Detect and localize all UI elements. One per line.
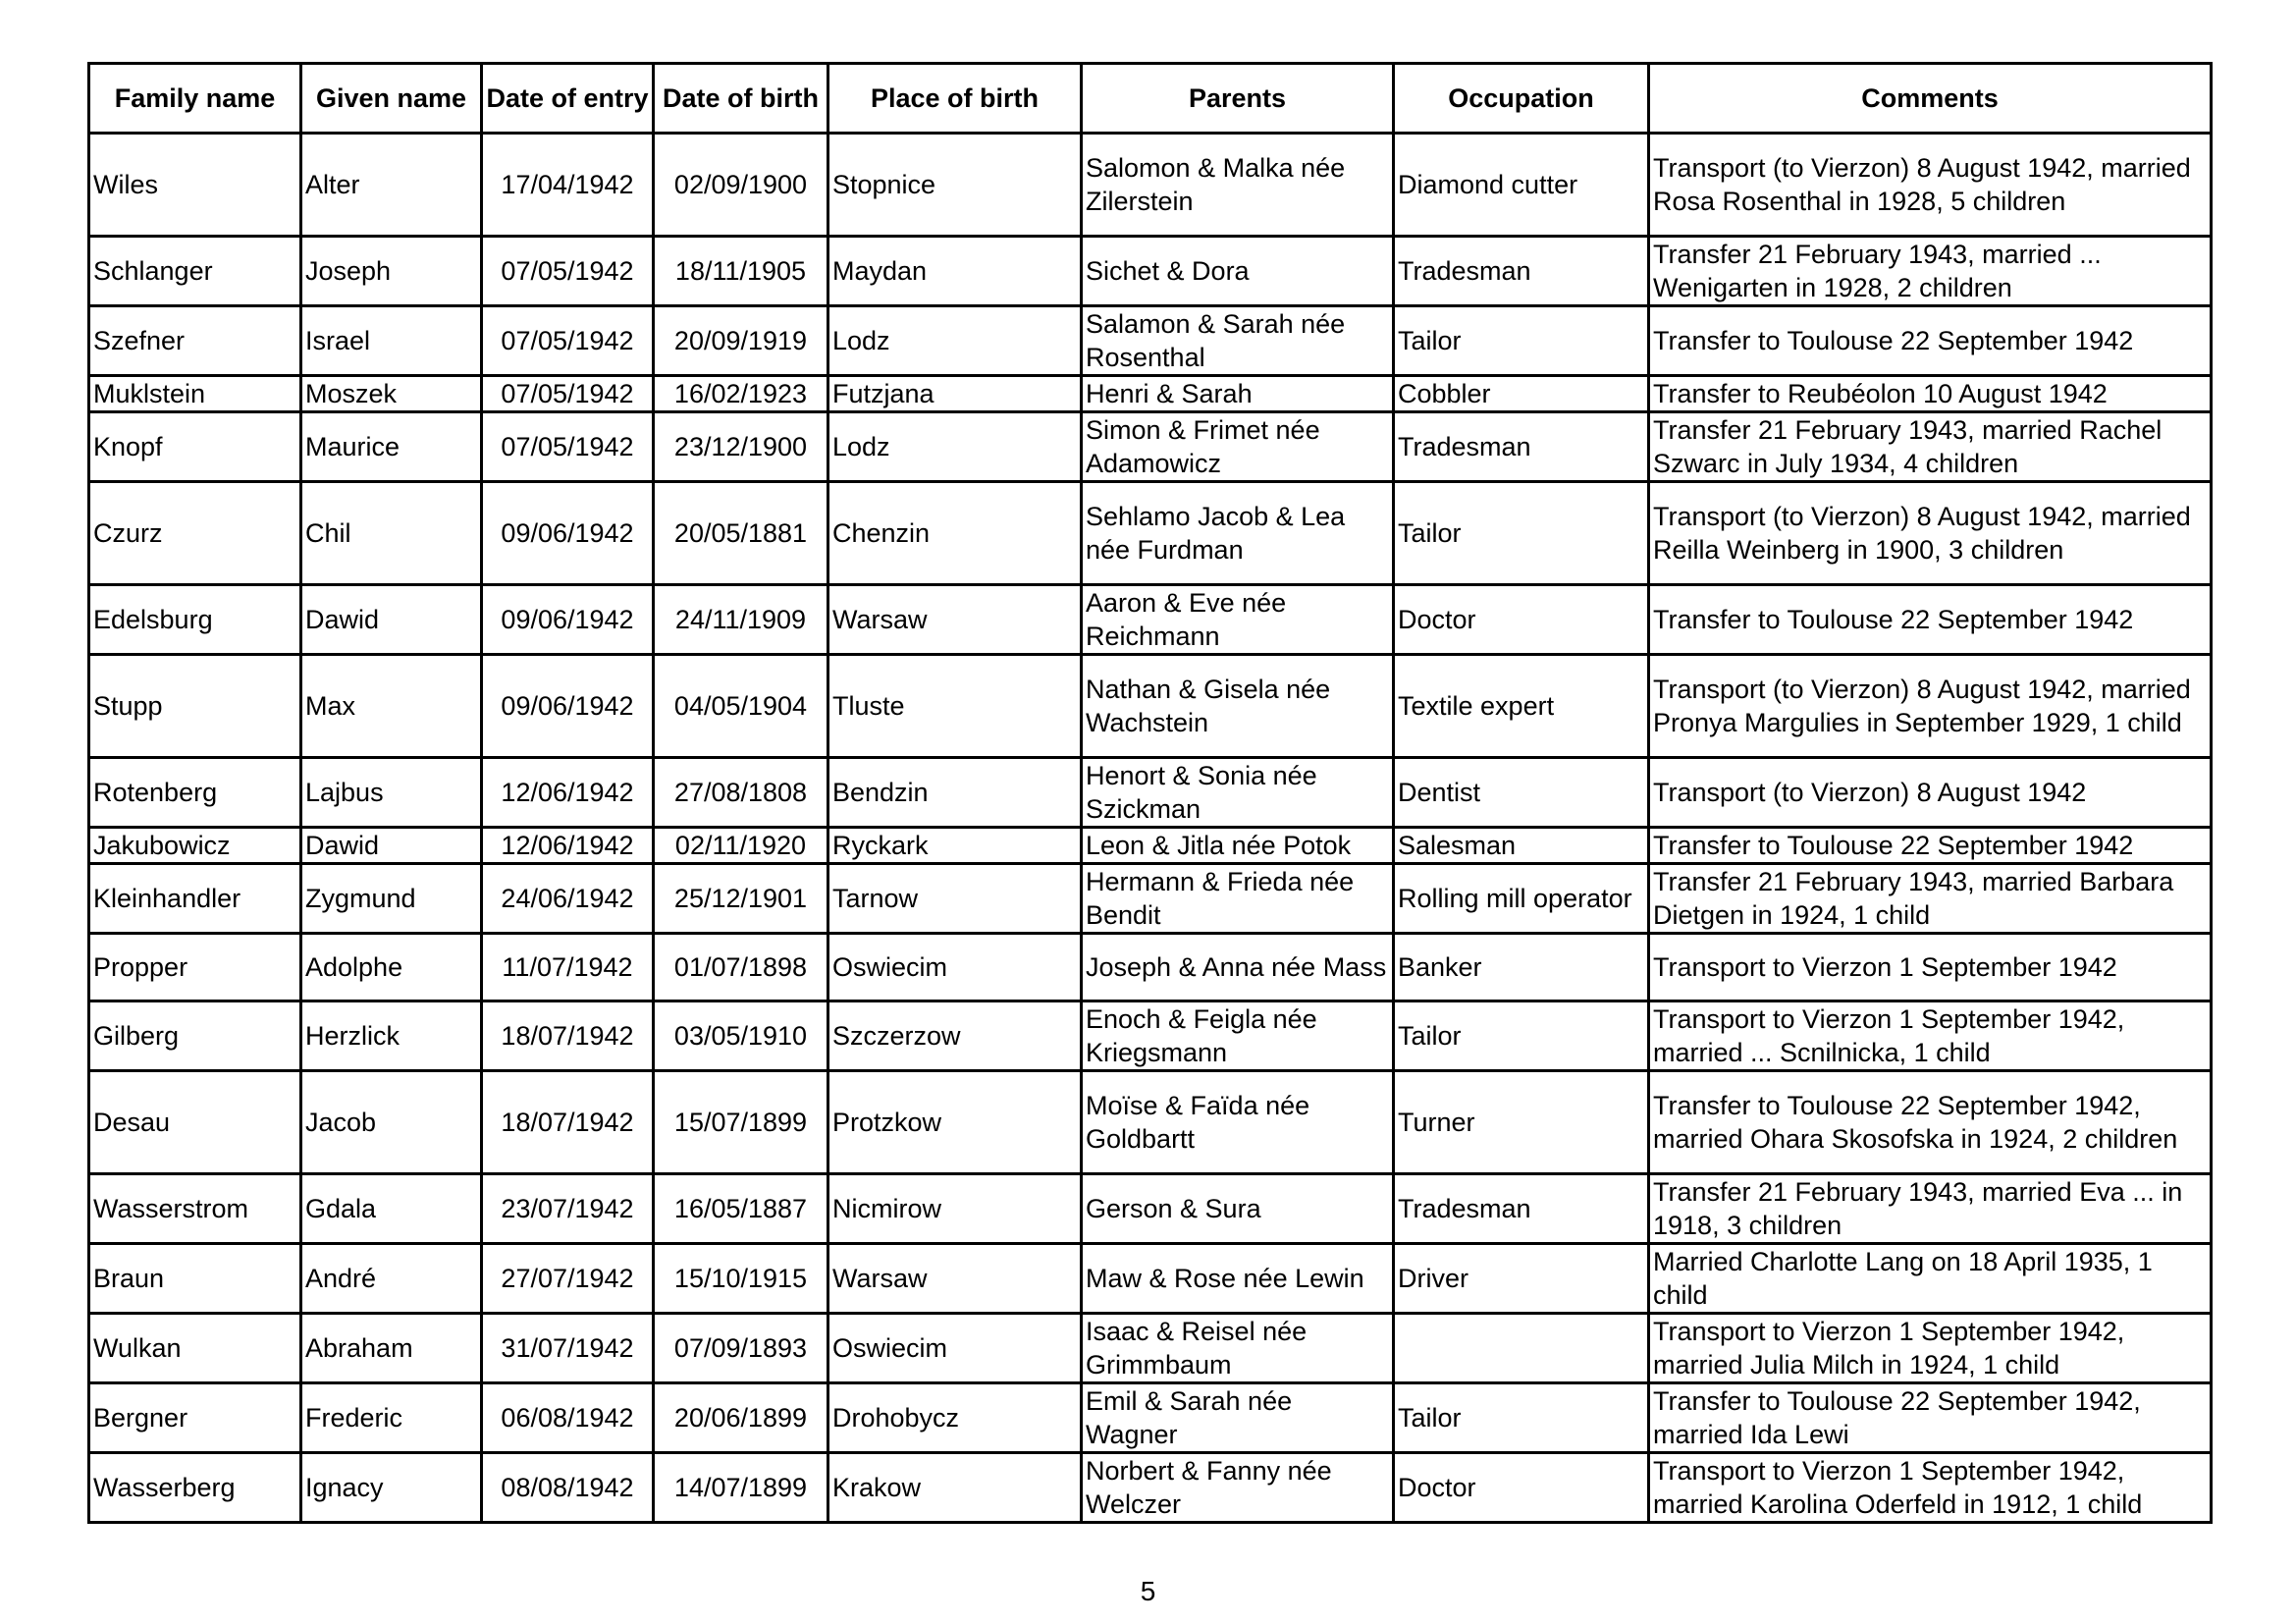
- cell-given-name: Adolphe: [301, 934, 482, 1001]
- cell-occupation: Banker: [1394, 934, 1649, 1001]
- cell-date-of-entry: 23/07/1942: [482, 1174, 654, 1244]
- cell-family-name: Knopf: [89, 412, 301, 482]
- table-row: [89, 655, 2212, 758]
- cell-date-of-birth: 25/12/1901: [654, 864, 828, 934]
- cell-comments: Transport to Vierzon 1 September 1942, married Karolina Oderfeld in 1912, 1 child: [1649, 1453, 2212, 1523]
- cell-date-of-birth: 20/06/1899: [654, 1383, 828, 1453]
- cell-comments: Transport (to Vierzon) 8 August 1942, married Reilla Weinberg in 1900, 3 children: [1649, 482, 2212, 585]
- table-row: [89, 306, 2212, 376]
- cell-date-of-entry: 09/06/1942: [482, 482, 654, 585]
- cell-parents: Maw & Rose née Lewin: [1082, 1244, 1394, 1314]
- cell-occupation: Tradesman: [1394, 237, 1649, 306]
- cell-place-of-birth: Chenzin: [828, 482, 1082, 585]
- cell-occupation: Rolling mill operator: [1394, 864, 1649, 934]
- cell-comments: Transfer 21 February 1943, married Rachel Szwarc in July 1934, 4 children: [1649, 412, 2212, 482]
- cell-comments: Transfer 21 February 1943, married Barbara Dietgen in 1924, 1 child: [1649, 864, 2212, 934]
- cell-date-of-entry: 24/06/1942: [482, 864, 654, 934]
- header-occupation: Occupation: [1394, 64, 1649, 134]
- cell-place-of-birth: Drohobycz: [828, 1383, 1082, 1453]
- cell-place-of-birth: Ryckark: [828, 828, 1082, 864]
- cell-given-name: Alter: [301, 134, 482, 237]
- cell-parents: Joseph & Anna née Mass: [1082, 934, 1394, 1001]
- register-body: [89, 134, 2212, 1523]
- header-row: [89, 64, 2212, 134]
- cell-family-name: Gilberg: [89, 1001, 301, 1071]
- cell-date-of-birth: 03/05/1910: [654, 1001, 828, 1071]
- cell-family-name: Wasserstrom: [89, 1174, 301, 1244]
- table-row: [89, 1001, 2212, 1071]
- cell-occupation: Diamond cutter: [1394, 134, 1649, 237]
- cell-date-of-entry: 09/06/1942: [482, 655, 654, 758]
- table-row: [89, 585, 2212, 655]
- cell-place-of-birth: Oswiecim: [828, 1314, 1082, 1383]
- cell-family-name: Wiles: [89, 134, 301, 237]
- cell-date-of-entry: 18/07/1942: [482, 1071, 654, 1174]
- cell-date-of-birth: 02/09/1900: [654, 134, 828, 237]
- cell-family-name: Wasserberg: [89, 1453, 301, 1523]
- cell-date-of-entry: 09/06/1942: [482, 585, 654, 655]
- cell-date-of-entry: 07/05/1942: [482, 306, 654, 376]
- cell-parents: Sehlamo Jacob & Lea née Furdman: [1082, 482, 1394, 585]
- cell-parents: Salamon & Sarah née Rosenthal: [1082, 306, 1394, 376]
- cell-occupation: Tradesman: [1394, 412, 1649, 482]
- cell-comments: Transfer to Reubéolon 10 August 1942: [1649, 376, 2212, 412]
- cell-date-of-entry: 07/05/1942: [482, 412, 654, 482]
- table-row: [89, 758, 2212, 828]
- cell-place-of-birth: Warsaw: [828, 585, 1082, 655]
- cell-place-of-birth: Stopnice: [828, 134, 1082, 237]
- cell-occupation: Driver: [1394, 1244, 1649, 1314]
- header-comments: Comments: [1649, 64, 2212, 134]
- cell-parents: Leon & Jitla née Potok: [1082, 828, 1394, 864]
- cell-comments: Transport to Vierzon 1 September 1942: [1649, 934, 2212, 1001]
- cell-given-name: Lajbus: [301, 758, 482, 828]
- cell-place-of-birth: Tluste: [828, 655, 1082, 758]
- table-row: [89, 1383, 2212, 1453]
- cell-date-of-entry: 08/08/1942: [482, 1453, 654, 1523]
- cell-given-name: Jacob: [301, 1071, 482, 1174]
- cell-date-of-entry: 07/05/1942: [482, 376, 654, 412]
- header-place-of-birth: Place of birth: [828, 64, 1082, 134]
- cell-occupation: Tailor: [1394, 482, 1649, 585]
- cell-parents: Enoch & Feigla née Kriegsmann: [1082, 1001, 1394, 1071]
- cell-date-of-birth: 23/12/1900: [654, 412, 828, 482]
- table-row: [89, 1453, 2212, 1523]
- cell-occupation: Turner: [1394, 1071, 1649, 1174]
- cell-place-of-birth: Maydan: [828, 237, 1082, 306]
- cell-given-name: Maurice: [301, 412, 482, 482]
- cell-parents: Hermann & Frieda née Bendit: [1082, 864, 1394, 934]
- cell-given-name: Joseph: [301, 237, 482, 306]
- cell-family-name: Braun: [89, 1244, 301, 1314]
- cell-place-of-birth: Bendzin: [828, 758, 1082, 828]
- cell-given-name: Chil: [301, 482, 482, 585]
- cell-family-name: Bergner: [89, 1383, 301, 1453]
- cell-parents: Gerson & Sura: [1082, 1174, 1394, 1244]
- cell-parents: Moïse & Faïda née Goldbartt: [1082, 1071, 1394, 1174]
- cell-occupation: Dentist: [1394, 758, 1649, 828]
- table-row: [89, 828, 2212, 864]
- cell-given-name: Gdala: [301, 1174, 482, 1244]
- cell-place-of-birth: Protzkow: [828, 1071, 1082, 1174]
- cell-given-name: Ignacy: [301, 1453, 482, 1523]
- cell-date-of-entry: 12/06/1942: [482, 828, 654, 864]
- table-row: [89, 412, 2212, 482]
- cell-date-of-birth: 20/05/1881: [654, 482, 828, 585]
- cell-comments: Transfer to Toulouse 22 September 1942: [1649, 306, 2212, 376]
- cell-given-name: Herzlick: [301, 1001, 482, 1071]
- cell-occupation: Tradesman: [1394, 1174, 1649, 1244]
- cell-given-name: André: [301, 1244, 482, 1314]
- cell-occupation: Tailor: [1394, 306, 1649, 376]
- cell-comments: Transport (to Vierzon) 8 August 1942, married Pronya Margulies in September 1929, 1 child: [1649, 655, 2212, 758]
- cell-comments: Transfer to Toulouse 22 September 1942: [1649, 585, 2212, 655]
- cell-place-of-birth: Lodz: [828, 306, 1082, 376]
- cell-parents: Norbert & Fanny née Welczer: [1082, 1453, 1394, 1523]
- cell-comments: Transport (to Vierzon) 8 August 1942, married Rosa Rosenthal in 1928, 5 children: [1649, 134, 2212, 237]
- cell-family-name: Propper: [89, 934, 301, 1001]
- cell-date-of-birth: 16/05/1887: [654, 1174, 828, 1244]
- cell-occupation: Doctor: [1394, 585, 1649, 655]
- cell-date-of-entry: 12/06/1942: [482, 758, 654, 828]
- cell-parents: Salomon & Malka née Zilerstein: [1082, 134, 1394, 237]
- cell-family-name: Muklstein: [89, 376, 301, 412]
- cell-date-of-entry: 07/05/1942: [482, 237, 654, 306]
- cell-date-of-birth: 15/07/1899: [654, 1071, 828, 1174]
- cell-given-name: Moszek: [301, 376, 482, 412]
- cell-comments: Transport (to Vierzon) 8 August 1942: [1649, 758, 2212, 828]
- cell-occupation: Cobbler: [1394, 376, 1649, 412]
- cell-occupation: Tailor: [1394, 1383, 1649, 1453]
- cell-given-name: Frederic: [301, 1383, 482, 1453]
- cell-date-of-birth: 16/02/1923: [654, 376, 828, 412]
- cell-given-name: Max: [301, 655, 482, 758]
- cell-date-of-birth: 07/09/1893: [654, 1314, 828, 1383]
- table-row: [89, 1174, 2212, 1244]
- cell-place-of-birth: Szczerzow: [828, 1001, 1082, 1071]
- cell-comments: Transport to Vierzon 1 September 1942, married Julia Milch in 1924, 1 child: [1649, 1314, 2212, 1383]
- cell-family-name: Wulkan: [89, 1314, 301, 1383]
- table-row: [89, 1244, 2212, 1314]
- cell-date-of-birth: 04/05/1904: [654, 655, 828, 758]
- cell-place-of-birth: Tarnow: [828, 864, 1082, 934]
- cell-family-name: Stupp: [89, 655, 301, 758]
- cell-place-of-birth: Lodz: [828, 412, 1082, 482]
- cell-date-of-birth: 15/10/1915: [654, 1244, 828, 1314]
- cell-family-name: Jakubowicz: [89, 828, 301, 864]
- cell-date-of-birth: 02/11/1920: [654, 828, 828, 864]
- cell-date-of-entry: 17/04/1942: [482, 134, 654, 237]
- cell-parents: Henort & Sonia née Szickman: [1082, 758, 1394, 828]
- cell-date-of-entry: 11/07/1942: [482, 934, 654, 1001]
- table-row: [89, 1314, 2212, 1383]
- cell-parents: Emil & Sarah née Wagner: [1082, 1383, 1394, 1453]
- cell-given-name: Dawid: [301, 585, 482, 655]
- cell-parents: Aaron & Eve née Reichmann: [1082, 585, 1394, 655]
- cell-place-of-birth: Krakow: [828, 1453, 1082, 1523]
- table-row: [89, 482, 2212, 585]
- cell-date-of-birth: 24/11/1909: [654, 585, 828, 655]
- cell-place-of-birth: Futzjana: [828, 376, 1082, 412]
- cell-date-of-birth: 01/07/1898: [654, 934, 828, 1001]
- cell-family-name: Czurz: [89, 482, 301, 585]
- register-table: [87, 62, 2213, 1524]
- cell-occupation: Salesman: [1394, 828, 1649, 864]
- cell-given-name: Abraham: [301, 1314, 482, 1383]
- cell-comments: Transfer to Toulouse 22 September 1942: [1649, 828, 2212, 864]
- cell-given-name: Zygmund: [301, 864, 482, 934]
- cell-date-of-entry: 27/07/1942: [482, 1244, 654, 1314]
- table-row: [89, 237, 2212, 306]
- cell-parents: Isaac & Reisel née Grimmbaum: [1082, 1314, 1394, 1383]
- table-row: [89, 1071, 2212, 1174]
- header-given-name: Given name: [301, 64, 482, 134]
- cell-parents: Simon & Frimet née Adamowicz: [1082, 412, 1394, 482]
- cell-parents: Sichet & Dora: [1082, 237, 1394, 306]
- cell-family-name: Edelsburg: [89, 585, 301, 655]
- cell-comments: Transfer to Toulouse 22 September 1942, married Ohara Skosofska in 1924, 2 children: [1649, 1071, 2212, 1174]
- cell-place-of-birth: Nicmirow: [828, 1174, 1082, 1244]
- cell-family-name: Kleinhandler: [89, 864, 301, 934]
- cell-occupation: Tailor: [1394, 1001, 1649, 1071]
- table-row: [89, 864, 2212, 934]
- cell-given-name: Dawid: [301, 828, 482, 864]
- cell-comments: Married Charlotte Lang on 18 April 1935, 1 child: [1649, 1244, 2212, 1314]
- cell-comments: Transfer 21 February 1943, married ... Wenigarten in 1928, 2 children: [1649, 237, 2212, 306]
- cell-occupation: [1394, 1314, 1649, 1383]
- table-row: [89, 134, 2212, 237]
- cell-comments: Transfer 21 February 1943, married Eva ... in 1918, 3 children: [1649, 1174, 2212, 1244]
- cell-date-of-entry: 31/07/1942: [482, 1314, 654, 1383]
- cell-date-of-birth: 27/08/1808: [654, 758, 828, 828]
- cell-date-of-entry: 18/07/1942: [482, 1001, 654, 1071]
- cell-family-name: Szefner: [89, 306, 301, 376]
- table-row: [89, 376, 2212, 412]
- cell-occupation: Textile expert: [1394, 655, 1649, 758]
- header-parents: Parents: [1082, 64, 1394, 134]
- cell-occupation: Doctor: [1394, 1453, 1649, 1523]
- table-row: [89, 934, 2212, 1001]
- header-date-of-birth: Date of birth: [654, 64, 828, 134]
- cell-place-of-birth: Oswiecim: [828, 934, 1082, 1001]
- page-number: 5: [1140, 1576, 1156, 1606]
- cell-date-of-birth: 14/07/1899: [654, 1453, 828, 1523]
- cell-place-of-birth: Warsaw: [828, 1244, 1082, 1314]
- cell-comments: Transfer to Toulouse 22 September 1942, married Ida Lewi: [1649, 1383, 2212, 1453]
- cell-family-name: Rotenberg: [89, 758, 301, 828]
- cell-date-of-entry: 06/08/1942: [482, 1383, 654, 1453]
- cell-given-name: Israel: [301, 306, 482, 376]
- cell-parents: Nathan & Gisela née Wachstein: [1082, 655, 1394, 758]
- cell-family-name: Desau: [89, 1071, 301, 1174]
- cell-date-of-birth: 18/11/1905: [654, 237, 828, 306]
- cell-family-name: Schlanger: [89, 237, 301, 306]
- cell-parents: Henri & Sarah: [1082, 376, 1394, 412]
- header-date-of-entry: Date of entry: [482, 64, 654, 134]
- cell-comments: Transport to Vierzon 1 September 1942, married ... Scnilnicka, 1 child: [1649, 1001, 2212, 1071]
- header-family-name: Family name: [89, 64, 301, 134]
- cell-date-of-birth: 20/09/1919: [654, 306, 828, 376]
